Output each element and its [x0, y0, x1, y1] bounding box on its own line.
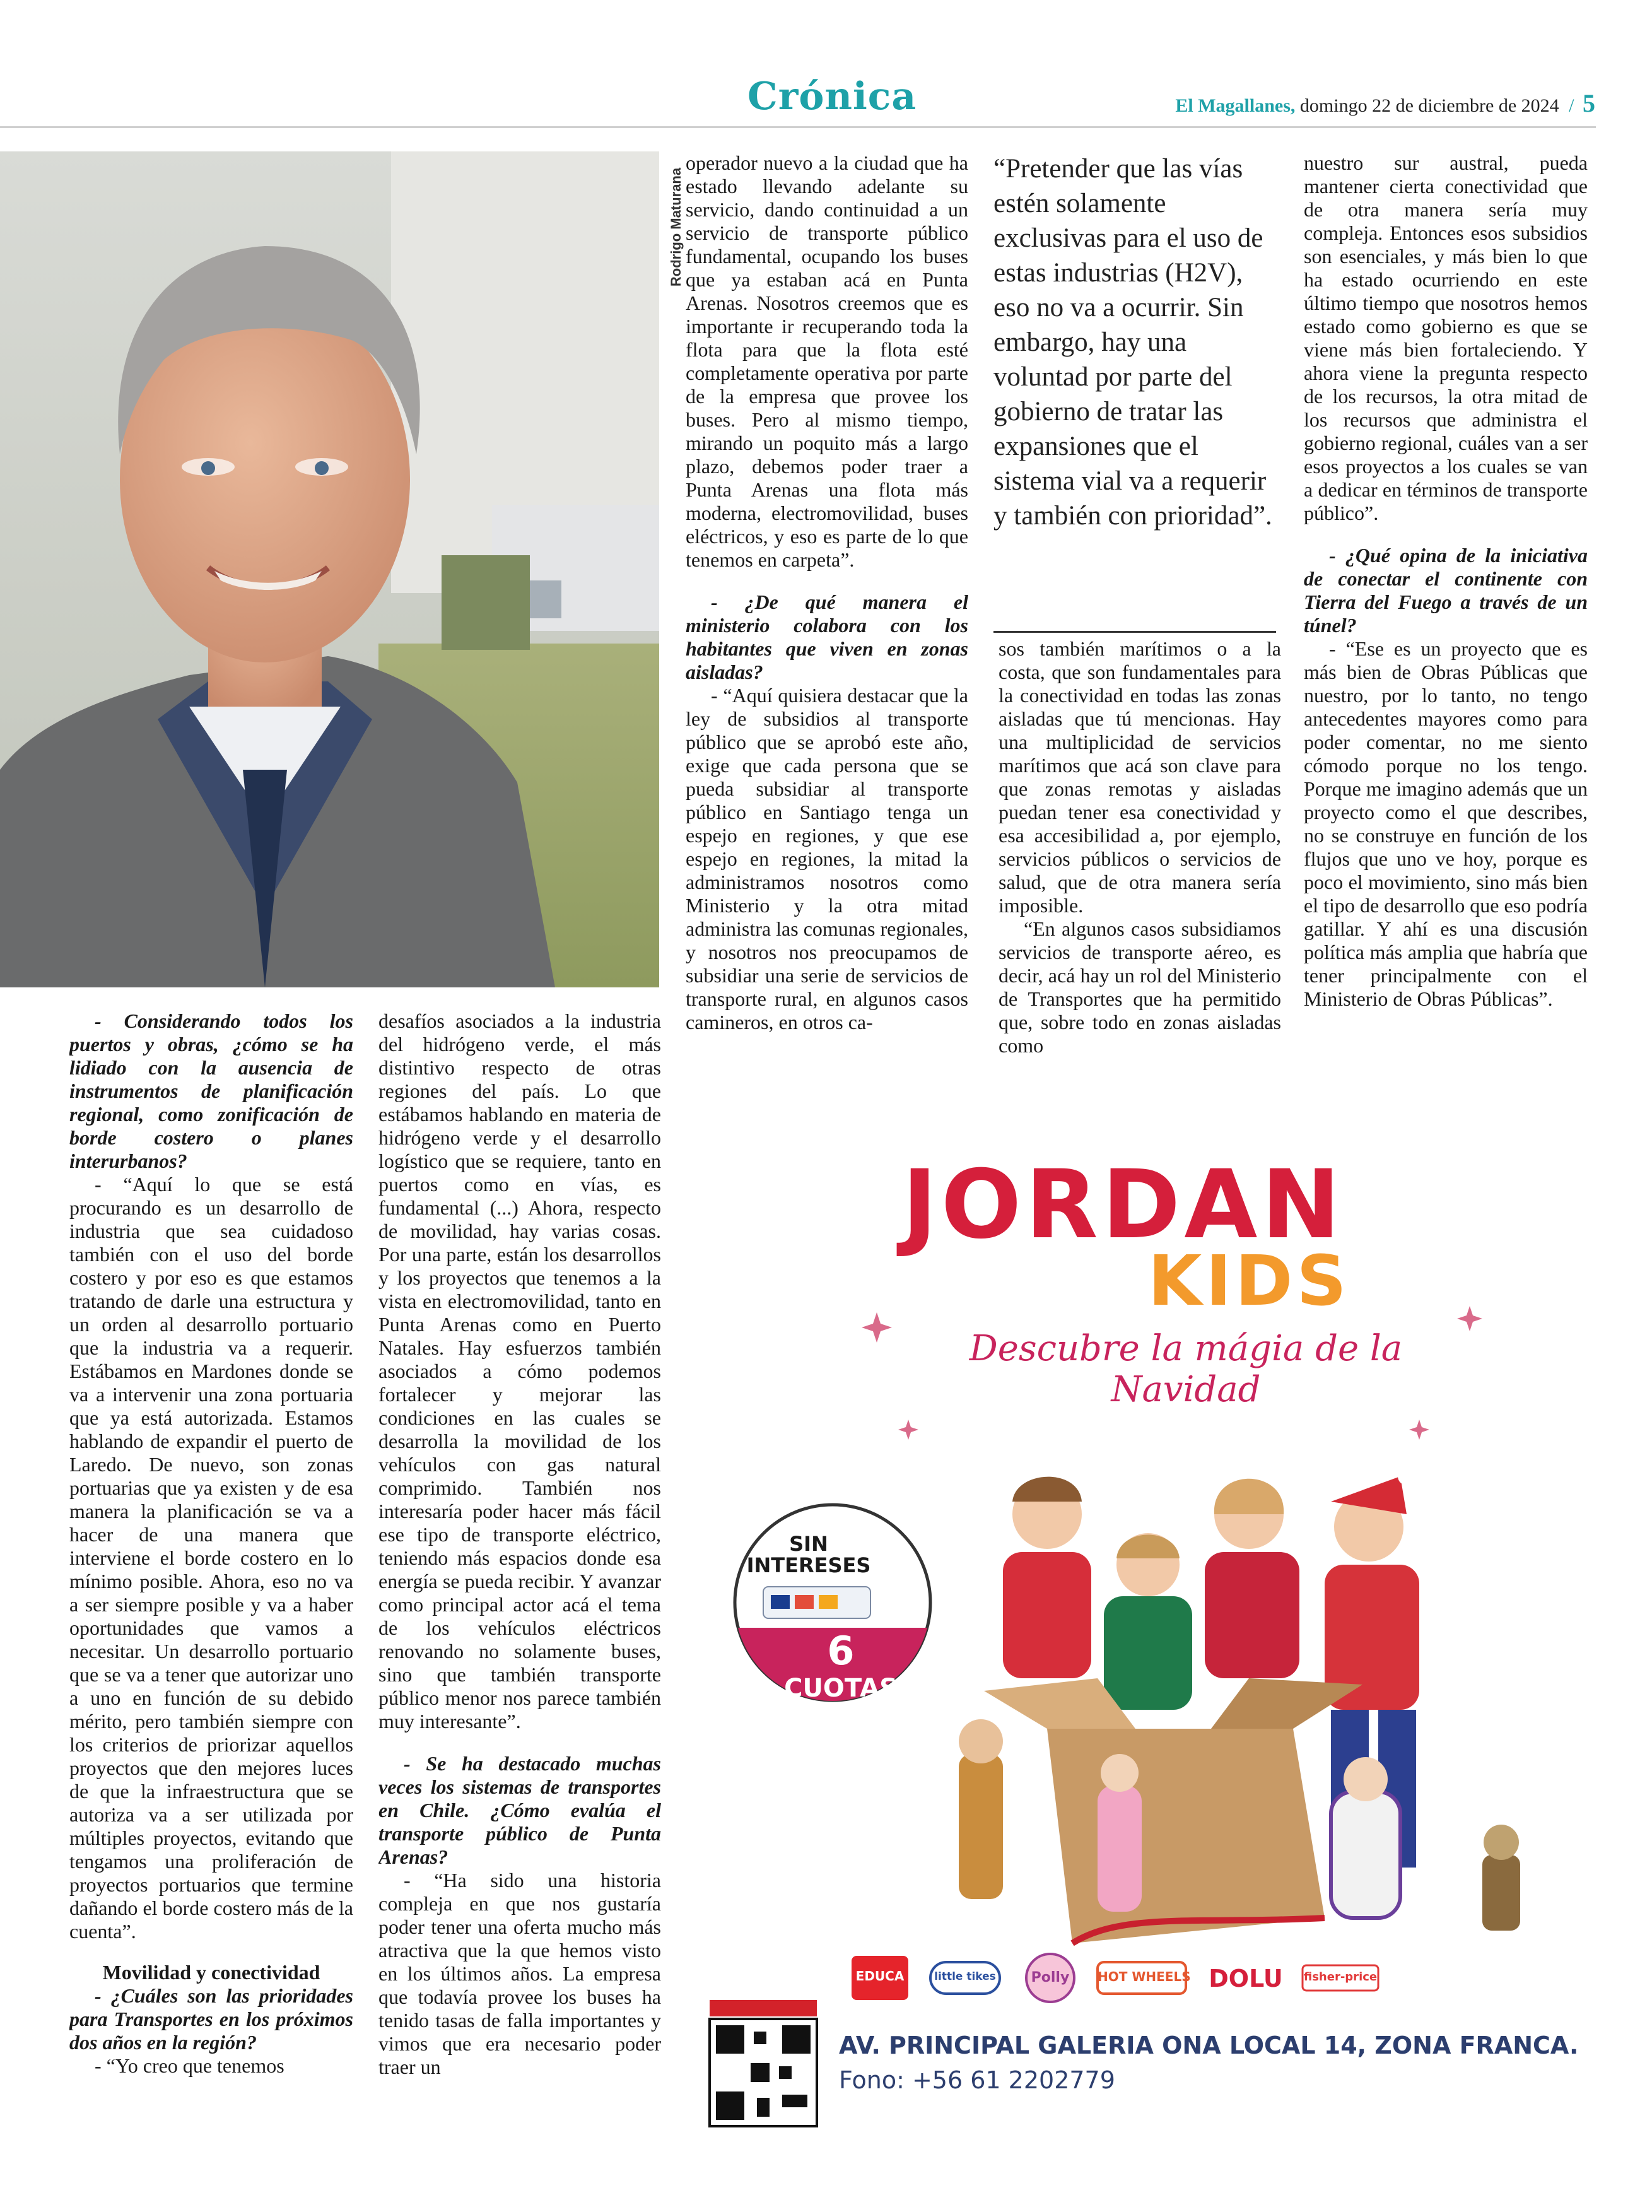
article-column-1	[69, 1009, 353, 2139]
logo-little-tikes: little tikes	[934, 1970, 996, 1983]
logo-educa: EDUCA	[855, 1968, 905, 1984]
article-subheading: Movilidad y conectividad	[102, 1961, 320, 1984]
answer-paragraph: - “Ese es un proyecto que es más bien de Obras Públicas que nuestro, por lo tanto, no tengo antecedentes mayores como para poder comentar, no me siento cómodo porque no los tengo. Porque me imagino además que un proyecto como el que describes, no se construye en función de los flujos que uno ve hoy, porque es poco el movimiento, sino más bien el tipo de desarrollo que eso podría gatillar. Y ahí es una discusión política más amplia que habría que tener principalmente con el Ministerio de Obras Públicas”.	[1304, 637, 1588, 1010]
answer-paragraph: operador nuevo a la ciudad que ha estado llevando adelante su servicio, dando continuidad a un servicio de transporte público fundamental, ocupando los buses que ya estaban acá en Punta Arenas. Nosotros creemos que es importante ir recuperando toda la flota para que la flota esté completamente operativa por parte de la empresa que provee los buses. Pero al mismo tiempo, mirando un poquito más a largo plazo, debemos poder traer a Punta Arenas una flota más moderna, electromovilidad, buses eléctricos, y eso es parte de lo que tenemos en carpeta”.	[686, 151, 968, 571]
ad-phone[interactable]: Fono: +56 61 2202779	[839, 2066, 1115, 2094]
interview-photo	[0, 151, 659, 987]
article-column-4	[999, 637, 1281, 1085]
header-rule	[0, 126, 1596, 128]
answer-paragraph: sos también marítimos o a la costa, que son fundamentales para la conectividad en todas las zonas aisladas que tú mencionas. Hay una multiplicidad de servicios marítimos que acá son clave para que zonas remotas y aisladas puedan tener esa conectividad y esa accesibilidad a, por ejemplo, servicios públicos o servicios de salud, que de otra manera sería imposible.	[999, 637, 1281, 917]
answer-paragraph: - “Aquí lo que se está procurando es un desarrollo de industria que sea cuidadoso también con el uso del borde costero y por eso es que estamos tratando de darle una estructura y un orden al desarrollo portuario que la industria va a requerir. Estábamos en Mardones donde se va a intervenir una zona portuaria que ya está autorizada. Estamos hablando de expandir el puerto de Laredo. De nuevo, son zonas portuarias que ya existen y de esa manera la planificación se va a hacer de una manera que interviene el borde costero en lo mínimo posible. Ahora, eso no va a ser siempre posible y va a haber oportunidades que vamos a necesitar. Un desarrollo portuario que se va a tener que autorizar uno a uno en función de su debido mérito, pero también siempre con los criterios de priorizar aquellos proyectos que den mejores luces de que la infraestructura que se autoriza va a ser utilizada por múltiples proyectos, evitando que tengamos una proliferación de proyectos portuarios que termine dañando el borde costero más de la cuenta”.	[69, 1173, 353, 1943]
pull-quote: “Pretender que las vías estén solamente exclusivas para el uso de estas industrias (H2V), eso no va a ocurrir. Sin embargo, hay una voluntad por parte del gobierno de tratar las expansiones que el sistema vial va a requerir y también con prioridad”.	[993, 151, 1276, 633]
ad-sub-brand: KIDS	[1148, 1240, 1350, 1321]
interview-question: - Considerando todos los puertos y obras, ¿cómo se ha lidiado con la ausencia de instrumentos de planificación regional, como zonificación de borde costero o planes interurbanos?	[69, 1009, 353, 1172]
issue-date: domingo 22 de diciembre de 2024	[1299, 95, 1559, 116]
installments-badge-label: SIN INTERESES	[746, 1532, 871, 1577]
article-column-2	[378, 1009, 661, 2139]
logo-hot-wheels: HOT WHEELS	[1098, 1969, 1191, 1984]
answer-paragraph: - “Aquí quisiera destacar que la ley de subsidios al transporte público que se aprobó este año, exige que cada persona que se pueda subsidiar al transporte público en Santiago tenga un espejo en regiones, y que ese espejo en regiones, la mitad la administramos nosotros como Ministerio y la otra mitad administra las comunas regionales, y nosotros nos preocupamos de subsidiar una serie de servicios de transporte rural, en algunos casos camineros, en otros ca-	[686, 684, 968, 1033]
answer-paragraph: desafíos asociados a la industria del hidrógeno verde, el más distintivo respecto de otras regiones del país. Lo que estábamos hablando en materia de hidrógeno verde y el desarrollo logístico que se requiere, tanto en puertos como en vías, es fundamental (...) Ahora, respecto de movilidad, hay varias cosas. Por una parte, están los desarrollos y los proyectos que tenemos a la vista en electromovilidad, tanto en Punta Arenas como en Puerto Natales. Hay esfuerzos también asociados a cómo podemos fortalecer y mejorar las condiciones en las cuales se desarrolla la movilidad de los vehículos con gas natural comprimido. También nos interesaría poder hacer más fácil ese tipo de transporte eléctrico, teniendo más espacios donde esa energía se pueda recibir. Y avanzar como principal actor acá el tema de los vehículos eléctricos renovando no solamente buses, sino que también transporte público menor nos parece también muy interesante”.	[378, 1009, 661, 1733]
section-title: Crónica	[747, 74, 917, 119]
portrait-illustration	[0, 151, 659, 987]
logo-dolu: DOLU	[1209, 1965, 1283, 1992]
paper-name: El Magallanes,	[1175, 95, 1296, 116]
answer-paragraph: nuestro sur austral, pueda mantener cierta conectividad que de otra manera sería muy compleja. Entonces esos subsidios son esenciales, y más bien lo que ha estado ocurriendo en este último tiempo que nosotros hemos estado como gobierno es que se viene más bien fortaleciendo. Y ahora viene la pregunta respecto de los recursos, la otra mitad de los recursos que administra el gobierno regional, cuáles van a ser esos proyectos a los cuales se van a dedicar en términos de transporte público”.	[1304, 151, 1588, 524]
ad-brand-name: JORDAN	[902, 1150, 1344, 1260]
photo-credit: Rodrigo Maturana	[668, 167, 684, 287]
jordan-kids-advertisement[interactable]	[694, 1123, 1590, 2133]
installments-number: 6	[827, 1628, 855, 1674]
dateline-separator: /	[1569, 95, 1574, 116]
logo-polly: Polly	[1031, 1970, 1070, 1986]
answer-paragraph: - “Ha sido una historia compleja en que nos gustaría poder tener una oferta mucho más atractiva que la que hemos visto en los últimos años. La empresa que todavía provee los buses ha tenido tasas de falla importantes y vimos que era necesario poder traer un	[378, 1869, 661, 2078]
answer-paragraph: - “Yo creo que tenemos	[95, 2054, 284, 2077]
ad-address: AV. PRINCIPAL GALERIA ONA LOCAL 14, ZONA FRANCA.	[839, 2032, 1579, 2059]
interview-question: - ¿De qué manera el ministerio colabora con los habitantes que viven en zonas aisladas?	[686, 591, 968, 683]
qr-code[interactable]	[710, 2000, 817, 2126]
interview-question: - ¿Qué opina de la iniciativa de conectar el continente con Tierra del Fuego a través de un túnel?	[1304, 544, 1588, 637]
interview-question: - Se ha destacado muchas veces los sistemas de transportes en Chile. ¿Cómo evalúa el transporte público de Punta Arenas?	[378, 1752, 661, 1868]
article-column-3	[686, 151, 968, 1085]
answer-paragraph: “En algunos casos subsidiamos servicios de transporte aéreo, es decir, acá hay un rol del Ministerio de Transportes que ha permitido que, sobre todo en zonas aisladas como	[999, 917, 1281, 1057]
dateline	[1175, 88, 1595, 118]
installments-label: CUOTAS	[784, 1674, 898, 1703]
installments-badge	[781, 1628, 901, 1703]
logo-fisher-price: fisher-price	[1303, 1970, 1378, 1984]
page-number: 5	[1583, 89, 1595, 117]
article-column-5	[1304, 151, 1588, 1085]
ad-tagline: Descubre la mágia de la Navidad	[969, 1328, 1403, 1410]
interview-question: - ¿Cuáles son las prioridades para Transportes en los próximos dos años en la región?	[69, 1984, 353, 2054]
